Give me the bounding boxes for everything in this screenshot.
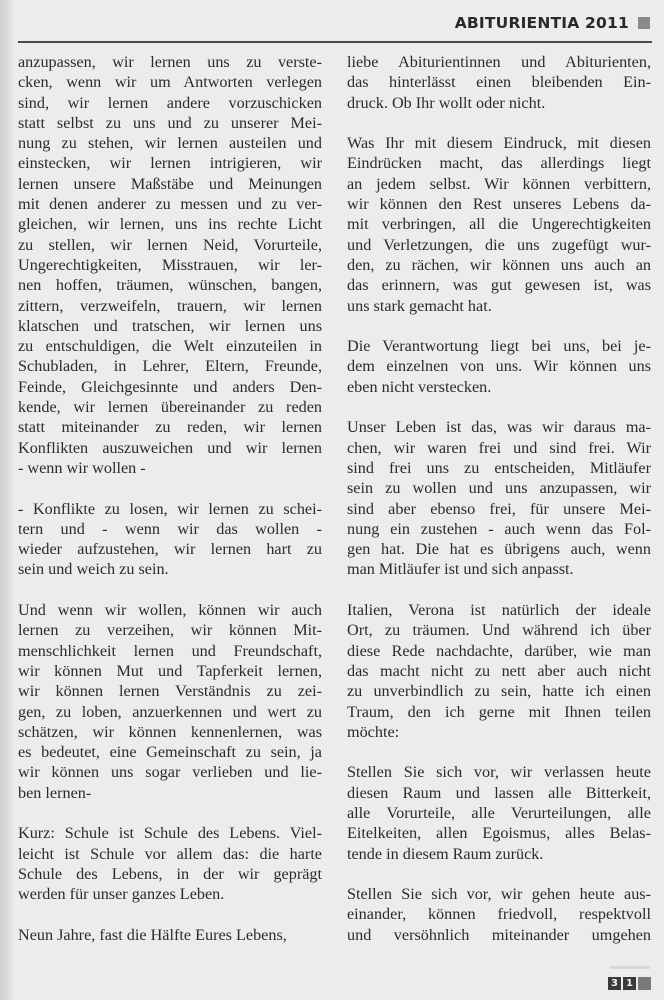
text-line: statt miteinander zu reden, wir lernen [18, 418, 322, 437]
right-text-column [347, 52, 651, 945]
text-line: - wenn wir wollen - [18, 458, 146, 477]
left-text-column [18, 52, 322, 945]
text-line: nung zu stehen, wir lernen austeilen und [18, 134, 322, 153]
text-line: wir können lernen Verständnis zu zei- [18, 682, 322, 701]
text-line: den, zu rächen, wir können uns auch an [347, 255, 651, 274]
paragraph [18, 600, 322, 803]
text-line: das macht nicht zu nett aber auch nicht [347, 661, 651, 680]
text-line: sind aber ebenso frei, für unsere Mei- [347, 499, 651, 518]
text-line: lernen unsere Maßstäbe und Meinungen [18, 174, 322, 193]
page-number-rule [610, 966, 650, 969]
text-line: tern und - wenn wir das wollen - [18, 519, 322, 538]
text-line: kende, wir lernen übereinander zu reden [18, 398, 322, 417]
text-line: gleichen, wir lernen, uns ins rechte Licht [18, 215, 322, 234]
text-line: Ort, zu träumen. Und während ich über [347, 621, 651, 640]
paragraph [347, 762, 651, 863]
paragraph [347, 600, 651, 742]
paragraph [18, 823, 322, 904]
text-line: klatschen und tratschen, wir lernen uns [18, 316, 322, 335]
text-line: Traum, den ich gerne mit Ihnen teilen [347, 702, 651, 721]
text-line: möchte: [347, 722, 400, 741]
paragraph [347, 52, 651, 113]
text-line: diese Rede nachdachte, darüber, wie man [347, 641, 651, 660]
header-rule [18, 41, 652, 43]
text-line: Unser Leben ist das, was wir daraus ma- [347, 418, 651, 437]
text-line: das hinterlässt einen bleibenden Ein- [347, 73, 651, 92]
text-line: nung ein zustehen - auch wenn das Fol- [347, 519, 651, 538]
text-line: Feinde, Gleichgesinnte und anders Den- [18, 377, 322, 396]
text-line: und Verletzungen, die uns zugefügt wur- [347, 235, 651, 254]
paragraph [347, 133, 651, 316]
text-line: sind, wir lernen andere vorzuschicken [18, 93, 322, 112]
text-line: Schubladen, in Lehrer, Eltern, Freunde, [18, 357, 322, 376]
text-line: uns stark gemacht hat. [347, 296, 492, 315]
text-line: zittern, verzweifeln, trauern, wir lernen [18, 296, 322, 315]
text-line: leicht ist Schule vor allem das: die harte [18, 844, 322, 863]
text-line: lernen zu verzeihen, wir können Mit- [18, 621, 322, 640]
text-line: tende in diesem Raum zurück. [347, 844, 544, 863]
text-line: eben nicht verstecken. [347, 377, 492, 396]
text-line: einander, können friedvoll, respektvoll [347, 905, 651, 924]
page-number [608, 977, 651, 990]
text-line: wir können den Rest unseres Lebens da- [347, 195, 651, 214]
page-number-digit: 1 [623, 977, 636, 990]
text-line: Und wenn wir wollen, können wir auch [18, 601, 322, 620]
text-line: cken, wenn wir um Antworten verlegen [18, 73, 322, 92]
text-line: Stellen Sie sich vor, wir verlassen heute [347, 763, 651, 782]
text-line: sind frei uns zu entscheiden, Mitläufer [347, 458, 651, 477]
paragraph [18, 499, 322, 580]
text-line: - Konflikte zu losen, wir lernen zu schei- [18, 499, 322, 518]
text-line: anzupassen, wir lernen uns zu verste- [18, 53, 322, 71]
text-line: Eitelkeiten, allen Egoismus, alles Belas- [347, 824, 651, 843]
text-line: Kurz: Schule ist Schule des Lebens. Viel- [18, 824, 322, 843]
text-line: Was Ihr mit diesem Eindruck, mit diesen [347, 134, 651, 153]
page-gutter-shadow [0, 0, 16, 1000]
text-line: mit denen anderer zu messen und zu ver- [18, 195, 322, 214]
text-line: alle Vorurteile, alle Verurteilungen, alle [347, 803, 651, 822]
text-line: ben lernen- [18, 783, 92, 802]
text-line: statt selbst zu uns und zu unserer Mei- [18, 113, 322, 132]
text-line: Ungerechtigkeiten, Misstrauen, wir ler- [18, 255, 322, 274]
page-number-square-marker [638, 977, 651, 990]
running-header [455, 12, 650, 34]
text-line: menschlichkeit lernen und Freundschaft, [18, 641, 322, 660]
text-line: Schule des Lebens, in der wir geprägt [18, 864, 322, 883]
page-number-digit: 3 [608, 977, 621, 990]
paragraph [347, 417, 651, 579]
text-line: Konflikten auszuweichen und wir lernen [18, 438, 322, 457]
text-line: Die Verantwortung liegt bei uns, bei je- [347, 337, 651, 356]
text-line: an jedem selbst. Wir können verbittern, [347, 174, 651, 193]
text-line: wir können uns sogar verlieben und lie- [18, 763, 322, 782]
text-line: zu entschuldigen, die Welt einzuteilen in [18, 337, 322, 356]
text-line: Neun Jahre, fast die Hälfte Eures Lebens, [18, 925, 287, 944]
text-line: dem einzelnen von uns. Wir können uns [347, 357, 651, 376]
text-line: und versöhnlich miteinander umgehen [347, 925, 651, 944]
text-line: chen, wir waren frei und sind frei. Wir [347, 438, 651, 457]
text-line: gen, zu loben, anzuerkennen und wert zu [18, 702, 322, 721]
text-line: zu unverbindlich zu sein, hatte ich einen [347, 682, 651, 701]
text-line: druck. Ob Ihr wollt oder nicht. [347, 93, 546, 112]
text-line: schätzen, wir können kennenlernen, was [18, 722, 322, 741]
text-line: zu stellen, wir lernen Neid, Vorurteile, [18, 235, 322, 254]
text-line: es bedeutet, eine Gemeinschaft zu sein, ja [18, 743, 322, 762]
paragraph [18, 52, 322, 478]
text-line: nen hoffen, träumen, wünschen, bangen, [18, 276, 322, 295]
paragraph [18, 925, 322, 945]
text-line: Italien, Verona ist natürlich der ideale [347, 601, 651, 620]
text-line: einstecken, wir lernen intrigieren, wir [18, 154, 322, 173]
text-line: werden für unser ganzes Leben. [18, 885, 225, 904]
text-line: gen hat. Die hat es übrigens auch, wenn [347, 540, 651, 559]
paragraph [347, 884, 651, 945]
paragraph [347, 336, 651, 397]
text-line: das erinnern, was gut gewesen ist, was [347, 276, 651, 295]
text-line: diesen Raum und lassen alle Bitterkeit, [347, 783, 651, 802]
text-line: sein zu wollen und uns anzupassen, wir [347, 479, 651, 498]
text-line: wieder aufzustehen, wir lernen hart zu [18, 540, 322, 559]
text-line: Eindrücken macht, das allerdings liegt [347, 154, 651, 173]
text-line: Stellen Sie sich vor, wir gehen heute aus- [347, 885, 651, 904]
text-line: wir können Mut und Tapferkeit lernen, [18, 661, 322, 680]
text-line: sein und weich zu sein. [18, 560, 169, 579]
header-title: ABITURIENTIA 2011 [454, 14, 629, 32]
header-square-marker [638, 17, 650, 29]
text-line: mit verbringen, all die Ungerechtigkeiten [347, 215, 651, 234]
text-line: man Mitläufer ist und sich anpasst. [347, 560, 574, 579]
text-line: liebe Abiturientinnen und Abiturienten, [347, 53, 651, 71]
